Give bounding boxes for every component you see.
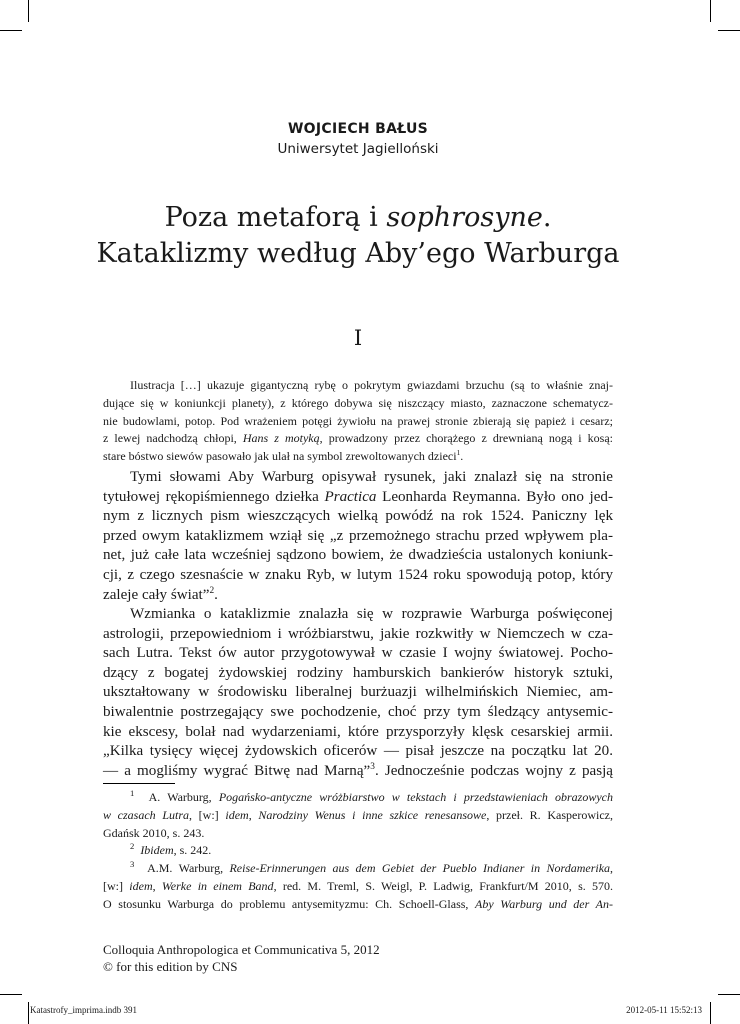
body-line: tytułowej rękopiśmiennego dziełka Practica Leonharda Reymanna. Było ono jed- xyxy=(103,488,613,505)
footnote-1-line: Gdańsk 2010, s. 243. xyxy=(103,825,205,840)
crop-mark-bottom-left-h xyxy=(0,994,22,995)
quote-line: stare bóstwo siewów pasowało jak ulał na symbol zrewoltowanych dzieci$^1$. xyxy=(103,448,464,464)
footnote-1-line: w czasach Lutra, [w:] idem, Narodziny Wenus i inne szkice renesansowe, przeł. R. Kasperowicz, xyxy=(103,807,613,822)
crop-mark-top-right-v xyxy=(710,0,711,22)
footnote-ref-3[interactable]: 3 xyxy=(370,761,375,772)
crop-mark-top-left-v xyxy=(28,0,29,22)
body-line: nym z licznych pism wieszczących wielką powódź na rok 1524. Paniczny lęk xyxy=(103,508,613,525)
crop-mark-top-left-h xyxy=(0,30,22,31)
paragraph-1 xyxy=(103,468,613,605)
body-line: „Kilka tysięcy więcej żydowskich oficerów — pisał jeszcze na początku lat 20. xyxy=(103,743,613,760)
footnote-1-line: $^1$ A. Warburg, Pogańsko-antyczne wróżbiarstwo w tekstach i przedstawieniach obrazowych xyxy=(130,788,614,804)
quote-line: nie budowlami, potop. Pod wrażeniem potęgi żywiołu na prawej stronie zbierają się papież i cesarz; xyxy=(103,413,613,428)
footnote-3-line: $^3$ A.M. Warburg, Reise-Erinnerungen aus dem Gebiet der Pueblo Indianer in Nordamerika, xyxy=(130,859,614,876)
journal-citation: Colloquia Anthropologica et Communicativa 5, 2012 xyxy=(103,942,380,957)
body-line: przed owym kataklizmem wziął się „z przemożnego strachu przed wpływem pla- xyxy=(103,527,613,544)
body-line: Tymi słowami Aby Warburg opisywał rysunek, jaki znalazł się na stronie xyxy=(130,469,613,485)
footnote-3-line: O stosunku Warburga do problemu antysemityzmu: Ch. Schoell-Glass, Aby Warburg und der An- xyxy=(103,896,614,911)
body-line: cji, z czego szesnaście w znaku Ryb, w lutym 1524 roku spowodują potop, który xyxy=(103,566,613,583)
footnotes xyxy=(103,789,613,914)
slug-file: Katastrofy_imprima.indb 391 xyxy=(30,1005,137,1015)
quote-line: z lewej nadchodzą chłopi, Hans z motyką, prowadzony przez chorążego z drewnianą nogą i kosą: xyxy=(103,431,613,446)
body-line: Wzmianka o kataklizmie znalazła się w rozprawie Warburga poświęconej xyxy=(130,606,613,622)
title-line-1: Poza metaforą i sophrosyne. xyxy=(164,202,552,233)
author-affiliation: Uniwersytet Jagielloński xyxy=(277,141,439,157)
body-line: ukształtowany w środowisku liberalnej burżuazji wilhelmińskich Niemiec, am- xyxy=(103,684,613,701)
footnote-number: 3 xyxy=(130,859,135,870)
footnote-ref-1[interactable]: 1 xyxy=(456,448,461,458)
body-line: — a mogliśmy wygrać Bitwę nad Marną”$^3$. Jednocześnie podczas wojny z pasją xyxy=(103,761,613,779)
crop-mark-bottom-left-v xyxy=(28,1002,29,1024)
body-line: zaleje cały świat”$^2$. xyxy=(103,585,218,603)
section-heading: I xyxy=(353,326,363,350)
copyright-notice: © for this edition by CNS xyxy=(103,959,238,974)
body-line: dzący z bogatej żydowskiej rodziny hamburskich bankierów historyk sztuki, xyxy=(103,664,613,681)
quote-line: Ilustracja […] ukazuje gigantyczną rybę o pokrytym gwiazdami brzuchu (są to właśnie znaj- xyxy=(130,378,613,392)
body-line: net, już całe lata wcześniej sądzono bowiem, że dwadzieścia ustalonych koniunk- xyxy=(103,547,613,564)
author-name: WOJCIECH BAŁUS xyxy=(287,121,429,137)
footnote-2-line: $^2$ Ibidem, s. 242. xyxy=(130,841,212,858)
footnote-number: 2 xyxy=(130,841,135,852)
slug-datetime: 2012-05-11 15:52:13 xyxy=(626,1005,702,1015)
colophon xyxy=(103,941,380,975)
body-line: kie ekscesy, bolał nad wydarzeniami, które przysporzyły klęsk cesarskiej armii. xyxy=(103,723,613,740)
title-line-2: Kataklizmy według Aby’ego Warburga xyxy=(96,238,620,269)
body-line: biwalentnie postrzegający swe pochodzenie, choć przy tym śledzący antysemic- xyxy=(103,703,613,720)
article-title xyxy=(0,200,716,272)
body-line: astrologii, przepowiedniom i wróżbiarstwu, jakie rozkwitły w Niemczech w cza- xyxy=(103,625,613,642)
crop-mark-bottom-right-h xyxy=(718,994,740,995)
crop-mark-bottom-right-v xyxy=(710,1002,711,1024)
crop-mark-top-right-h xyxy=(718,30,740,31)
footnote-3-line: [w:] idem, Werke in einem Band, red. M. Treml, S. Weigl, P. Ladwig, Frankfurt/M 2010, s. 570. xyxy=(103,878,614,893)
block-quote xyxy=(103,377,613,466)
paragraph-2 xyxy=(103,605,613,781)
body-line: sach Lutra. Tekst ów autor przygotowywał w czasie I wojny światowej. Pocho- xyxy=(103,645,613,662)
footnote-separator xyxy=(103,783,175,784)
footnote-ref-2[interactable]: 2 xyxy=(209,585,215,596)
quote-line: dujące się w koniunkcji planety), z którego dobywa się niszczący miasto, zaznaczone schematycz- xyxy=(103,395,613,410)
footnote-number: 1 xyxy=(130,788,135,798)
